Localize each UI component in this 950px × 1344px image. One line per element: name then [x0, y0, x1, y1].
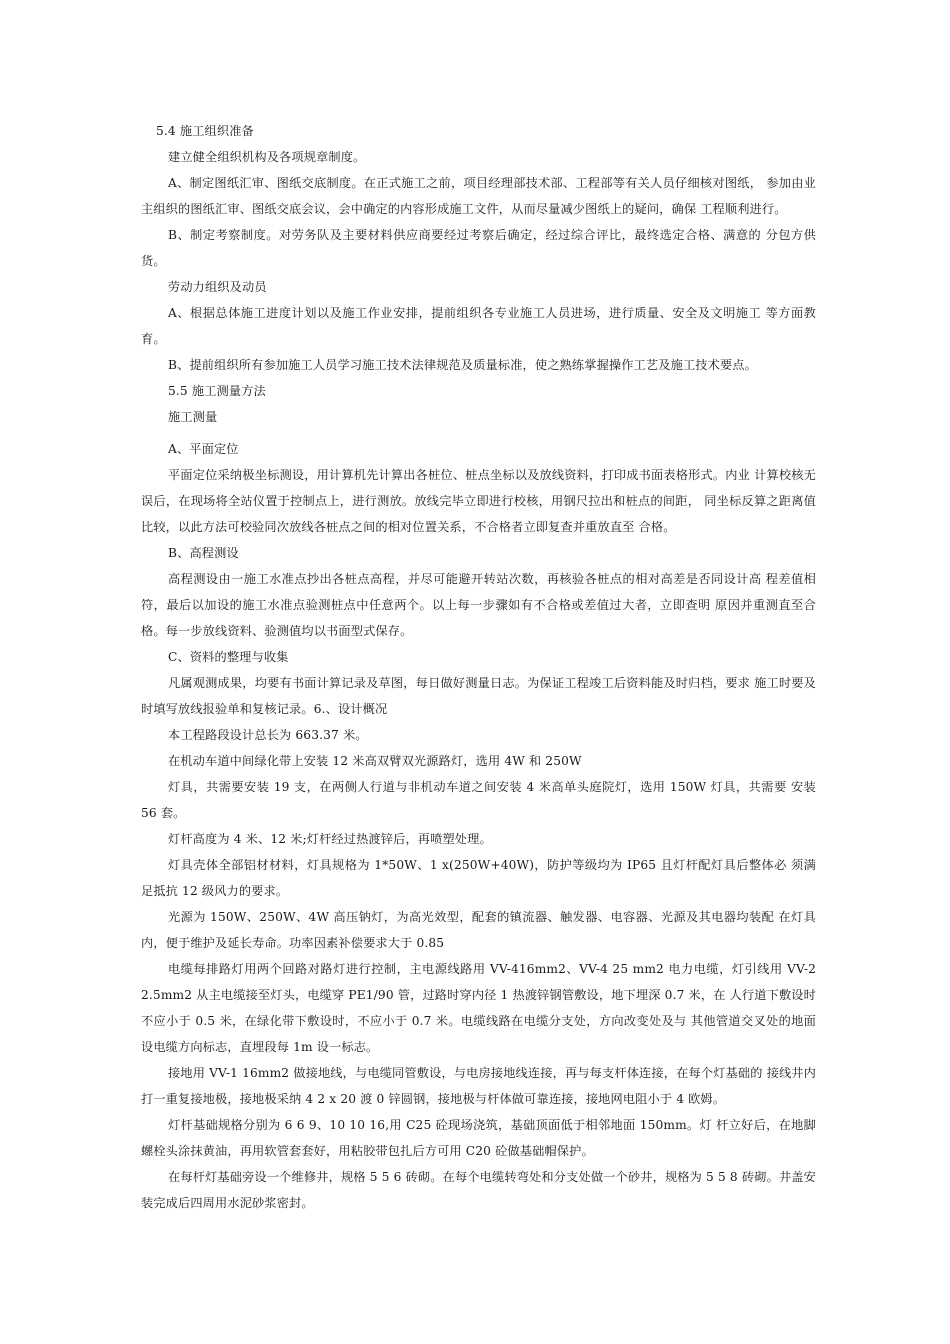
document-page — [141, 118, 816, 1216]
paragraph: 本工程路段设计总长为 663.37 米。 — [168, 728, 368, 742]
paragraph: 光源为 150W、250W、4W 高压钠灯，为高光效型，配套的镇流器、触发器、电容器、光源及其电器均装配 在灯具内，便于维护及延长寿命。功率因素补偿要求大于 0.85 — [141, 910, 816, 950]
paragraph: 平面定位采纳极坐标测设，用计算机先计算出各桩位、桩点坐标以及放线资料，打印成书面表格形式。内业 计算校核无误后，在现场将全站仪置于控制点上，进行测放。放线完毕立即进行校核，用钢尺拉出和桩点的间距， 同坐标反算之距离值比较，以此方法可校验同次放线各桩点之间的相对位置关系，不合格者立即复查并重放直至 合格。 — [141, 468, 816, 534]
subheading: 劳动力组织及动员 — [168, 280, 267, 294]
paragraph: 灯具，共需要安装 19 支，在两侧人行道与非机动车道之间安装 4 米高单头庭院灯，选用 150W 灯具，共需要 安装 56 套。 — [141, 780, 816, 820]
paragraph: 在机动车道中间绿化带上安装 12 米高双臂双光源路灯，选用 4W 和 250W — [168, 754, 582, 768]
paragraph: A、制定图纸汇审、图纸交底制度。在正式施工之前，项目经理部技术部、工程部等有关人员仔细核对图纸， 参加由业主组织的图纸汇审、图纸交底会议，会中确定的内容形成施工文件，从而尽量减少图纸上的疑问，确保 工程顺利进行。 — [141, 176, 816, 216]
paragraph: 高程测设由一施工水准点抄出各桩点高程，并尽可能避开转站次数，再核验各桩点的相对高差是否同设计高 程差值相符，最后以加设的施工水准点验测桩点中任意两个。以上每一步骤如有不合格或差值过大者，立即查明 原因并重测直至合格。每一步放线资料、验测值均以书面型式保存。 — [141, 572, 816, 638]
section-heading-5-5: 5.5 施工测量方法 — [168, 384, 266, 398]
paragraph: 灯杆高度为 4 米、12 米;灯杆经过热渡锌后，再喷塑处理。 — [168, 832, 492, 846]
paragraph: 在每杆灯基础旁设一个维修井，规格 5 5 6 砖砌。在每个电缆转弯处和分支处做一个砂井，规格为 5 5 8 砖砌。井盖安装完成后四周用水泥砂浆密封。 — [141, 1170, 816, 1210]
paragraph: 灯具壳体全部铝材材料，灯具规格为 1*50W、1 x(250W+40W)，防护等级均为 IP65 且灯杆配灯具后整体必 须满足抵抗 12 级风力的要求。 — [141, 858, 816, 898]
paragraph: 建立健全组织机构及各项规章制度。 — [168, 150, 366, 164]
paragraph: B、提前组织所有参加施工人员学习施工技术法律规范及质量标准，使之熟练掌握操作工艺及施工技术要点。 — [168, 358, 757, 372]
subheading: B、高程测设 — [168, 546, 239, 560]
paragraph: 灯杆基础规格分别为 6 6 9、10 10 16,用 C25 砼现场浇筑，基础顶面低于相邻地面 150mm。灯 杆立好后，在地脚螺栓头涂抹黄油，再用软管套套好，用粘胶带包扎后方可用 C20 砼做基础帽保护。 — [141, 1118, 816, 1158]
subheading: A、平面定位 — [168, 442, 239, 456]
paragraph: 电缆每排路灯用两个回路对路灯进行控制，主电源线路用 VV-416mm2、VV-4 25 mm2 电力电缆，灯引线用 VV-2 2.5mm2 从主电缆接至灯头，电缆穿 PE1/90 管，过路时穿内径 1 热渡锌钢管敷设，地下埋深 0.7 米，在 人行道下敷设时不应小于 0.5 米，在绿化带下敷设时，不应小于 0.7 米。电缆线路在电缆分支处，方向改变处及与 其他管道交叉处的地面设电缆方向标志，直埋段每 1m 设一标志。 — [141, 962, 816, 1054]
paragraph: 接地用 VV-1 16mm2 做接地线，与电缆同管敷设，与电房接地线连接，再与每支杆体连接，在每个灯基础的 接线井内打一重复接地极，接地极采纳 4 2 x 20 渡 0 锌圆钢，接地极与杆体做可靠连接，接地网电阻小于 4 欧姆。 — [141, 1066, 816, 1106]
paragraph: 凡属观测成果，均要有书面计算记录及草图，每日做好测量日志。为保证工程竣工后资料能及时归档，要求 施工时要及时填写放线报验单和复核记录。6.、设计概况 — [141, 676, 816, 716]
paragraph: A、根据总体施工进度计划以及施工作业安排，提前组织各专业施工人员进场，进行质量、安全及文明施工 等方面教育。 — [141, 306, 816, 346]
section-heading-5-4: 5.4 施工组织准备 — [156, 124, 254, 138]
subheading: 施工测量 — [168, 410, 218, 424]
subheading: C、资料的整理与收集 — [168, 650, 289, 664]
paragraph: B、制定考察制度。对劳务队及主要材料供应商要经过考察后确定，经过综合评比，最终选定合格、满意的 分包方供货。 — [141, 228, 816, 268]
